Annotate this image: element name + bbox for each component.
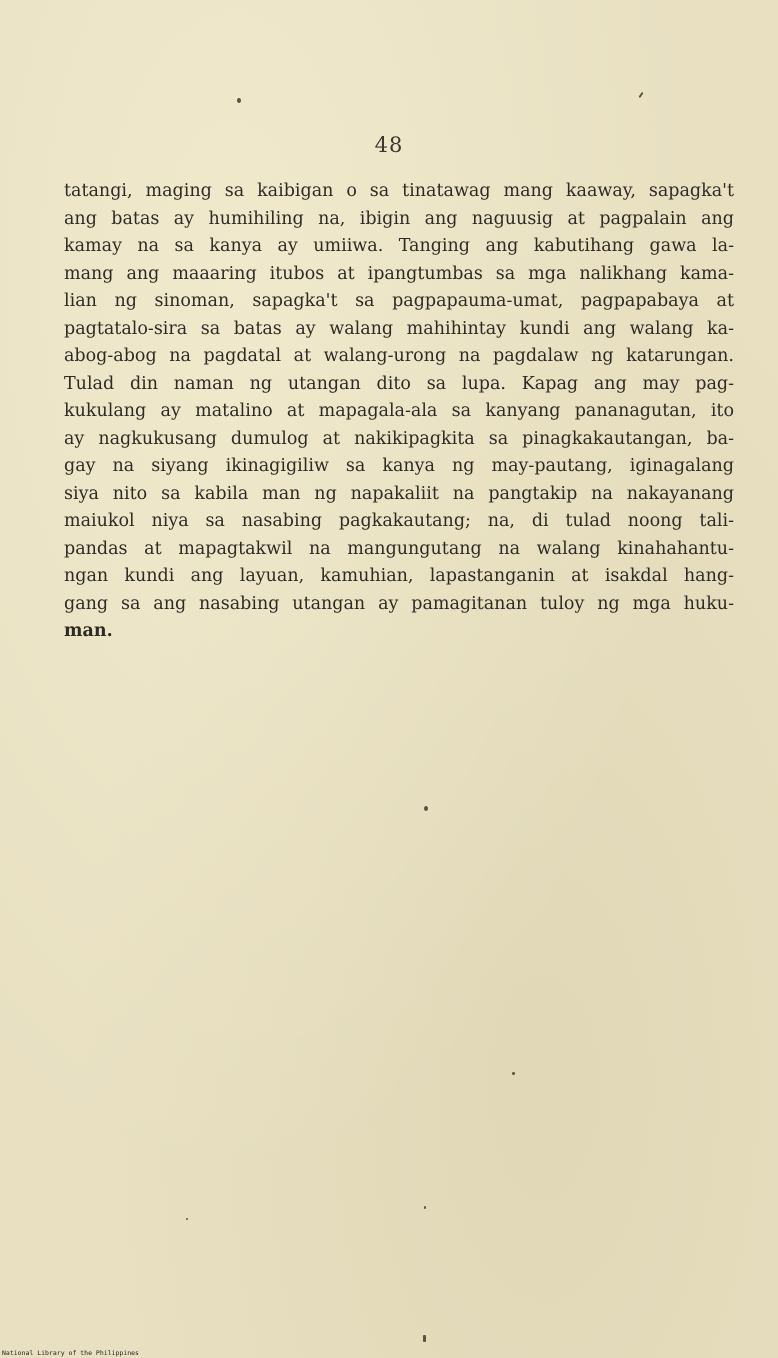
text-line: tatangi, maging sa kaibigan o sa tinatawag mang kaaway, sapagka't [64,181,734,201]
text-line: kamay na sa kanya ay umiiwa. Tanging ang kabutihang gawa la- [64,236,734,256]
paper-speck [638,92,643,98]
library-credit: National Library of the Philippines [2,1349,139,1357]
paper-speck [237,98,241,103]
text-line: gang sa ang nasabing utangan ay pamagitanan tuloy ng mga huku- [64,593,734,614]
text-line: ngan kundi ang layuan, kamuhian, lapastanganin at isakdal hang- [64,566,734,586]
text-line: pagtatalo-sira sa batas ay walang mahihintay kundi ang walang ka- [64,318,734,339]
paper-speck [423,1335,426,1342]
text-line: ang batas ay humihiling na, ibigin ang naguusig at pagpalain ang [64,208,734,229]
text-line: ay nagkukusang dumulog at nakikipagkita sa pinagkakautangan, ba- [64,428,734,449]
text-line: gay na siyang ikinagigiliw sa kanya ng may-pautang, iginagalang [64,456,734,476]
text-line: kukulang ay matalino at mapagala-ala sa kanyang pananagutan, ito [64,401,734,421]
paper-speck [186,1218,188,1220]
paper-speck [424,806,428,811]
body-paragraph [64,178,734,646]
text-line: maiukol niya sa nasabing pagkakautang; na, di tulad noong tali- [64,511,734,531]
page-number: 48 [374,133,404,157]
text-line: abog-abog na pagdatal at walang-urong na pagdalaw ng katarungan. [64,346,734,366]
text-line: Tulad din naman ng utangan dito sa lupa. Kapag ang may pag- [64,373,734,394]
text-line-last: man. [64,621,113,641]
paper-speck [512,1072,515,1075]
text-line: pandas at mapagtakwil na mangungutang na walang kinahahantu- [64,538,734,559]
text-line: mang ang maaaring itubos at ipangtumbas sa mga nalikhang kama- [64,263,734,284]
paper-speck [424,1206,426,1209]
text-line: lian ng sinoman, sapagka't sa pagpapauma-umat, pagpapabaya at [64,291,734,311]
text-line: siya nito sa kabila man ng napakaliit na pangtakip na nakayanang [64,483,734,504]
